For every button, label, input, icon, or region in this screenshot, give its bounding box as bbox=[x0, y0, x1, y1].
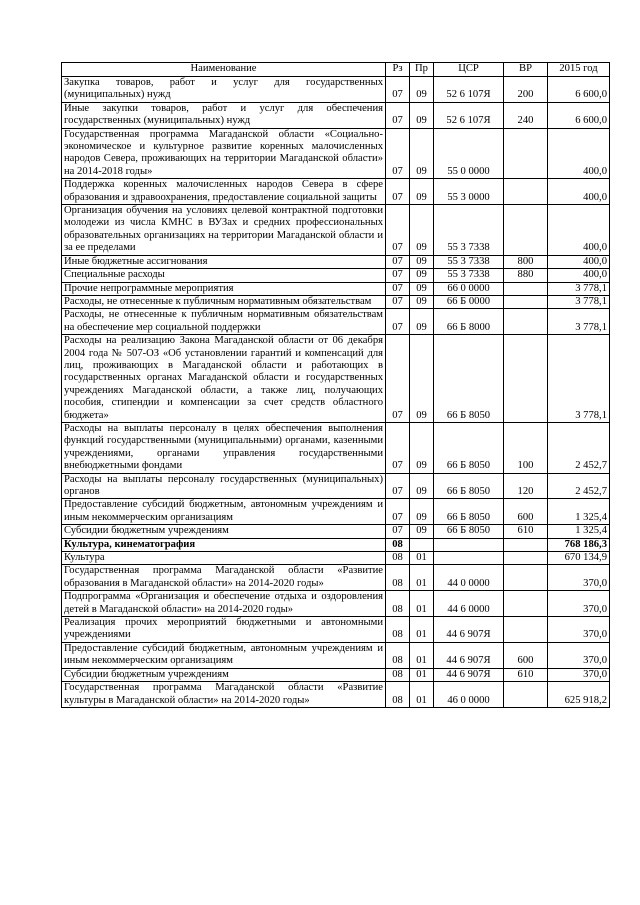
cell-sum: 625 918,2 bbox=[548, 682, 610, 708]
cell-rz: 08 bbox=[386, 668, 410, 681]
cell-csr: 66 Б 0000 bbox=[434, 295, 504, 308]
cell-rz: 07 bbox=[386, 309, 410, 335]
cell-rz: 08 bbox=[386, 617, 410, 643]
table-row bbox=[62, 77, 610, 103]
table-row bbox=[62, 682, 610, 708]
cell-vr: 100 bbox=[504, 422, 548, 473]
table-row bbox=[62, 473, 610, 499]
cell-vr bbox=[504, 565, 548, 591]
cell-name: Предоставление субсидий бюджетным, автономным учреждениям и иным некоммерческим организациям bbox=[62, 499, 386, 525]
cell-vr: 240 bbox=[504, 102, 548, 128]
cell-name: Подпрограмма «Организация и обеспечение отдыха и оздоровления детей в Магаданской области» на 2014-2020 годы» bbox=[62, 591, 386, 617]
cell-sum: 400,0 bbox=[548, 128, 610, 179]
table-row bbox=[62, 128, 610, 179]
cell-pr: 01 bbox=[410, 565, 434, 591]
cell-name: Культура bbox=[62, 552, 386, 565]
cell-name: Государственная программа Магаданской области «Развитие культуры в Магаданской области» на 2014-2020 годы» bbox=[62, 682, 386, 708]
cell-rz: 08 bbox=[386, 552, 410, 565]
cell-csr: 44 6 907Я bbox=[434, 617, 504, 643]
cell-csr: 44 0 0000 bbox=[434, 565, 504, 591]
cell-csr: 44 6 907Я bbox=[434, 642, 504, 668]
cell-vr bbox=[504, 205, 548, 256]
cell-vr: 610 bbox=[504, 525, 548, 538]
cell-vr: 200 bbox=[504, 77, 548, 103]
cell-sum: 400,0 bbox=[548, 179, 610, 205]
cell-sum: 400,0 bbox=[548, 255, 610, 268]
cell-name: Расходы на реализацию Закона Магаданской области от 06 декабря 2004 года № 507-ОЗ «Об установлении гарантий и компенсаций для лиц, проживающих в Магаданской области и работающих в государственных органах Магаданской области и государственных учреждениях Магаданской области, а также лиц, получающих пособия, стипендии и компенсации за счет средств областного бюджета» bbox=[62, 335, 386, 423]
cell-csr: 55 0 0000 bbox=[434, 128, 504, 179]
cell-vr bbox=[504, 617, 548, 643]
cell-vr: 610 bbox=[504, 668, 548, 681]
cell-pr: 09 bbox=[410, 102, 434, 128]
cell-name: Организация обучения на условиях целевой контрактной подготовки молодежи из числа КМНС в ВУЗах и средних профессиональных образовательных организациях на территории Магаданской области и за ее пределами bbox=[62, 205, 386, 256]
cell-csr: 52 6 107Я bbox=[434, 102, 504, 128]
cell-rz: 07 bbox=[386, 525, 410, 538]
cell-sum: 1 325,4 bbox=[548, 525, 610, 538]
cell-rz: 07 bbox=[386, 77, 410, 103]
cell-csr: 66 0 0000 bbox=[434, 282, 504, 295]
cell-vr bbox=[504, 295, 548, 308]
cell-vr bbox=[504, 538, 548, 551]
table-row bbox=[62, 335, 610, 423]
cell-pr: 09 bbox=[410, 77, 434, 103]
cell-vr: 120 bbox=[504, 473, 548, 499]
cell-vr bbox=[504, 552, 548, 565]
table-row bbox=[62, 102, 610, 128]
cell-vr bbox=[504, 309, 548, 335]
table-row bbox=[62, 552, 610, 565]
cell-csr bbox=[434, 538, 504, 551]
table-row bbox=[62, 255, 610, 268]
cell-rz: 07 bbox=[386, 335, 410, 423]
cell-pr: 09 bbox=[410, 422, 434, 473]
cell-name: Расходы, не отнесенные к публичным нормативным обязательствам на обеспечение мер социальной поддержки bbox=[62, 309, 386, 335]
cell-vr: 600 bbox=[504, 499, 548, 525]
cell-csr: 55 3 7338 bbox=[434, 255, 504, 268]
cell-csr: 55 3 0000 bbox=[434, 179, 504, 205]
cell-sum: 370,0 bbox=[548, 617, 610, 643]
cell-rz: 07 bbox=[386, 295, 410, 308]
cell-vr: 880 bbox=[504, 269, 548, 282]
header-csr: ЦСР bbox=[434, 63, 504, 77]
cell-sum: 2 452,7 bbox=[548, 473, 610, 499]
cell-name: Государственная программа Магаданской области «Развитие образования в Магаданской области» на 2014-2020 годы» bbox=[62, 565, 386, 591]
cell-vr: 600 bbox=[504, 642, 548, 668]
cell-vr bbox=[504, 682, 548, 708]
cell-sum: 768 186,3 bbox=[548, 538, 610, 551]
cell-rz: 07 bbox=[386, 422, 410, 473]
cell-rz: 08 bbox=[386, 642, 410, 668]
cell-pr: 01 bbox=[410, 591, 434, 617]
cell-csr: 66 Б 8050 bbox=[434, 473, 504, 499]
cell-csr bbox=[434, 552, 504, 565]
cell-name: Иные закупки товаров, работ и услуг для обеспечения государственных (муниципальных) нужд bbox=[62, 102, 386, 128]
cell-pr: 09 bbox=[410, 179, 434, 205]
cell-pr: 09 bbox=[410, 525, 434, 538]
cell-pr: 09 bbox=[410, 128, 434, 179]
cell-pr: 09 bbox=[410, 255, 434, 268]
cell-name: Предоставление субсидий бюджетным, автономным учреждениям и иным некоммерческим организациям bbox=[62, 642, 386, 668]
cell-sum: 3 778,1 bbox=[548, 309, 610, 335]
cell-csr: 44 6 907Я bbox=[434, 668, 504, 681]
cell-rz: 07 bbox=[386, 205, 410, 256]
cell-sum: 2 452,7 bbox=[548, 422, 610, 473]
cell-pr: 01 bbox=[410, 668, 434, 681]
header-pr: Пр bbox=[410, 63, 434, 77]
cell-name: Расходы, не отнесенные к публичным нормативным обязательствам bbox=[62, 295, 386, 308]
cell-sum: 1 325,4 bbox=[548, 499, 610, 525]
cell-csr: 52 6 107Я bbox=[434, 77, 504, 103]
cell-csr: 66 Б 8050 bbox=[434, 525, 504, 538]
table-row bbox=[62, 295, 610, 308]
cell-sum: 6 600,0 bbox=[548, 102, 610, 128]
table-row bbox=[62, 269, 610, 282]
cell-csr: 66 Б 8050 bbox=[434, 335, 504, 423]
cell-csr: 44 6 0000 bbox=[434, 591, 504, 617]
table-row bbox=[62, 591, 610, 617]
cell-rz: 07 bbox=[386, 282, 410, 295]
cell-vr bbox=[504, 591, 548, 617]
cell-pr: 09 bbox=[410, 499, 434, 525]
cell-pr: 09 bbox=[410, 269, 434, 282]
cell-sum: 370,0 bbox=[548, 668, 610, 681]
cell-sum: 3 778,1 bbox=[548, 282, 610, 295]
cell-csr: 55 3 7338 bbox=[434, 205, 504, 256]
cell-pr: 09 bbox=[410, 282, 434, 295]
cell-pr: 09 bbox=[410, 295, 434, 308]
cell-rz: 08 bbox=[386, 682, 410, 708]
cell-pr: 01 bbox=[410, 642, 434, 668]
cell-name: Иные бюджетные ассигнования bbox=[62, 255, 386, 268]
table-row bbox=[62, 205, 610, 256]
cell-name: Прочие непрограммные мероприятия bbox=[62, 282, 386, 295]
cell-rz: 07 bbox=[386, 102, 410, 128]
cell-pr: 01 bbox=[410, 682, 434, 708]
header-vr: ВР bbox=[504, 63, 548, 77]
cell-pr: 01 bbox=[410, 617, 434, 643]
cell-csr: 66 Б 8050 bbox=[434, 422, 504, 473]
cell-vr bbox=[504, 335, 548, 423]
header-row bbox=[62, 63, 610, 77]
cell-rz: 07 bbox=[386, 255, 410, 268]
cell-name: Расходы на выплаты персоналу в целях обеспечения выполнения функций государственными (муниципальными) органами, казенными учреждениями, органами управления государственными внебюджетными фондами bbox=[62, 422, 386, 473]
cell-sum: 670 134,9 bbox=[548, 552, 610, 565]
cell-sum: 400,0 bbox=[548, 269, 610, 282]
cell-name: Государственная программа Магаданской области «Социально-экономическое и культурное развитие коренных малочисленных народов Севера, проживающих на территории Магаданской области» на 2014-2018 годы» bbox=[62, 128, 386, 179]
budget-table bbox=[61, 62, 610, 708]
cell-sum: 6 600,0 bbox=[548, 77, 610, 103]
cell-pr: 09 bbox=[410, 309, 434, 335]
table-row bbox=[62, 525, 610, 538]
header-year: 2015 год bbox=[548, 63, 610, 77]
cell-vr: 800 bbox=[504, 255, 548, 268]
table-row bbox=[62, 668, 610, 681]
cell-sum: 400,0 bbox=[548, 205, 610, 256]
cell-pr: 09 bbox=[410, 335, 434, 423]
cell-csr: 66 Б 8050 bbox=[434, 499, 504, 525]
cell-rz: 07 bbox=[386, 179, 410, 205]
cell-rz: 08 bbox=[386, 591, 410, 617]
cell-pr bbox=[410, 538, 434, 551]
cell-pr: 01 bbox=[410, 552, 434, 565]
cell-vr bbox=[504, 128, 548, 179]
header-name: Наименование bbox=[62, 63, 386, 77]
cell-csr: 66 Б 8000 bbox=[434, 309, 504, 335]
table-row bbox=[62, 642, 610, 668]
cell-csr: 55 3 7338 bbox=[434, 269, 504, 282]
cell-pr: 09 bbox=[410, 473, 434, 499]
table-row bbox=[62, 565, 610, 591]
cell-name: Культура, кинематография bbox=[62, 538, 386, 551]
table-row bbox=[62, 499, 610, 525]
cell-csr: 46 0 0000 bbox=[434, 682, 504, 708]
cell-name: Закупка товаров, работ и услуг для государственных (муниципальных) нужд bbox=[62, 77, 386, 103]
cell-sum: 370,0 bbox=[548, 642, 610, 668]
cell-vr bbox=[504, 282, 548, 295]
header-rz: Рз bbox=[386, 63, 410, 77]
cell-pr: 09 bbox=[410, 205, 434, 256]
table-row bbox=[62, 282, 610, 295]
cell-rz: 07 bbox=[386, 499, 410, 525]
table-row bbox=[62, 617, 610, 643]
cell-sum: 370,0 bbox=[548, 591, 610, 617]
cell-rz: 08 bbox=[386, 565, 410, 591]
cell-name: Субсидии бюджетным учреждениям bbox=[62, 668, 386, 681]
table-row bbox=[62, 179, 610, 205]
cell-sum: 370,0 bbox=[548, 565, 610, 591]
cell-rz: 07 bbox=[386, 473, 410, 499]
cell-rz: 08 bbox=[386, 538, 410, 551]
cell-sum: 3 778,1 bbox=[548, 295, 610, 308]
cell-vr bbox=[504, 179, 548, 205]
cell-name: Расходы на выплаты персоналу государственных (муниципальных) органов bbox=[62, 473, 386, 499]
table-row bbox=[62, 309, 610, 335]
cell-rz: 07 bbox=[386, 128, 410, 179]
table-row bbox=[62, 422, 610, 473]
cell-name: Субсидии бюджетным учреждениям bbox=[62, 525, 386, 538]
cell-sum: 3 778,1 bbox=[548, 335, 610, 423]
cell-name: Специальные расходы bbox=[62, 269, 386, 282]
table-row bbox=[62, 538, 610, 551]
cell-rz: 07 bbox=[386, 269, 410, 282]
cell-name: Реализация прочих мероприятий бюджетными и автономными учреждениями bbox=[62, 617, 386, 643]
cell-name: Поддержка коренных малочисленных народов Севера в сфере образования и здравоохранения, предоставление социальной защиты bbox=[62, 179, 386, 205]
